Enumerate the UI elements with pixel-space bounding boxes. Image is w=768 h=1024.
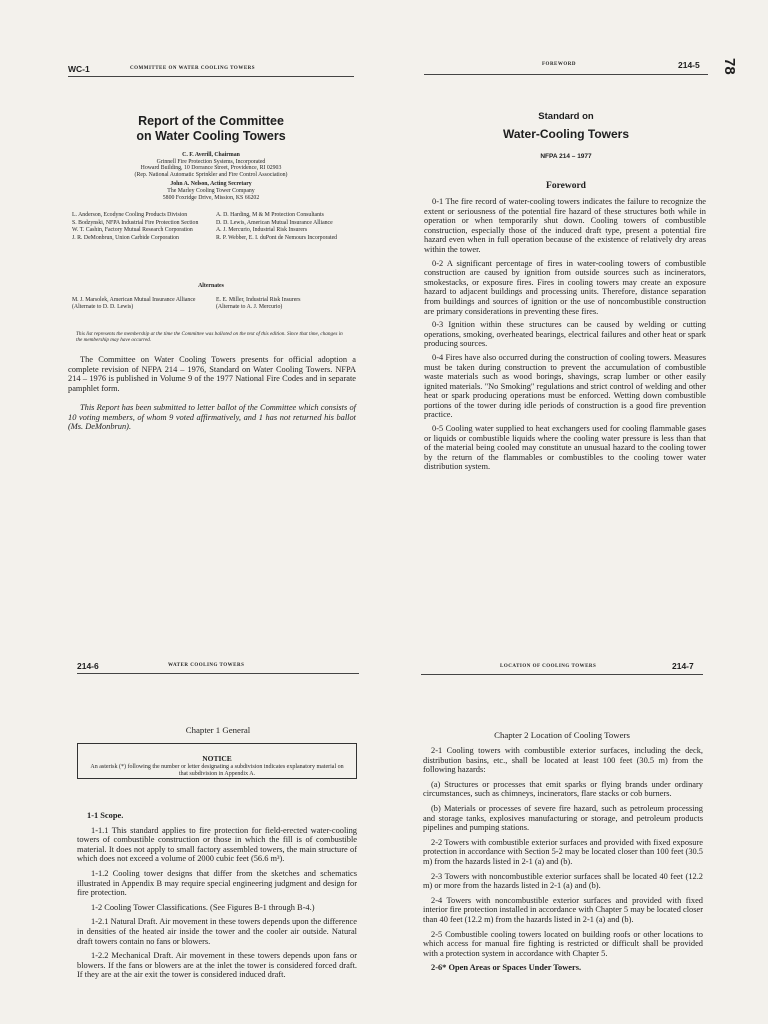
- chapter1-body: [77, 811, 357, 980]
- member-entry: W. T. Cashin, Factory Mutual Research Corporation: [72, 227, 193, 234]
- header-rule: [77, 673, 359, 674]
- member-entry: L. Anderson, Ecodyne Cooling Products Division: [72, 212, 188, 218]
- body-paragraph: 1-2.2 Mechanical Draft. Air movement in these towers depends upon fans or blowers. If the fans or blowers are at the inlet the tower is considered forced draft. If they are at the air exit the tower is considered induced draft.: [77, 951, 357, 980]
- secretary-org1: The Marley Cooling Tower Company: [167, 187, 255, 194]
- running-head: LOCATION OF COOLING TOWERS: [500, 664, 597, 669]
- body-paragraph: 1-2.1 Natural Draft. Air movement in these towers depends upon the difference in densities of the heated air inside the tower and the cooler air outside. Natural draft towers contain no fans or blowers.: [77, 917, 357, 946]
- alternate-left-note: (Alternate to D. D. Lewis): [72, 303, 134, 310]
- chairman-org3: (Rep. National Automatic Sprinkler and Fire Control Association): [134, 171, 288, 178]
- section-heading: 1-2 Cooling Tower Classifications. (See Figures B-1 through B-4.): [91, 902, 315, 912]
- page-number: 214-6: [77, 661, 99, 671]
- alternates-heading: Alternates: [198, 283, 224, 289]
- section-heading: 2-6* Open Areas or Spaces Under Towers.: [431, 963, 582, 973]
- members-right-column: [216, 212, 354, 241]
- section-heading: 1-1 Scope.: [87, 811, 124, 820]
- member-entry: D. D. Lewis, American Mutual Insurance Alliance: [216, 219, 333, 226]
- running-head: WATER COOLING TOWERS: [168, 663, 245, 668]
- foreword-paragraph: 0-3 Ignition within these structures can be caused by welding or cutting operations, smoking, overheated bearings, electrical failures and other heat or spark producing sources.: [424, 320, 706, 349]
- alternate-right: [216, 297, 354, 310]
- report-title-line2: on Water Cooling Towers: [136, 129, 286, 143]
- body-paragraph: 1-1.1 This standard applies to fire protection for field-erected water-cooling towers of combustible construction or those in which the fill is of combustible material. It does not apply to small factory assembled towers, the main structure of which does not exceed a volume of 2000 cubic feet (56.6 m³).: [77, 825, 357, 864]
- member-entry: S. Bodzynski, NFPA Industrial Fire Protection Section: [72, 219, 199, 226]
- member-entry: J. R. DeMonbrun, Union Carbide Corporation: [72, 234, 179, 241]
- page-code: WC-1: [68, 64, 90, 74]
- standard-on: Standard on: [538, 111, 594, 122]
- notice-text: An asterisk (*) following the number or letter designating a subdivision indicates explanatory material on that subdivision in Appendix A.: [90, 764, 344, 777]
- alternate-right-note: (Alternate to A. J. Mercurio): [216, 303, 283, 310]
- body-paragraph: 2-1 Cooling towers with combustible exterior surfaces, including the deck, distribution basins, etc., shall be located at least 100 feet (30.5 m) from the following hazards:: [423, 746, 703, 775]
- intro-paragraph: The Committee on Water Cooling Towers presents for official adoption a complete revision of NFPA 214 – 1976, Standard on Water Cooling Towers. NFPA 214 – 1976 is published in Volume 9 of the 1977 National Fire Codes and in separate pamphlet form.: [68, 355, 356, 393]
- chapter-title: Chapter 1 General: [185, 725, 251, 735]
- alternate-left: [72, 297, 208, 310]
- page-number: 214-7: [672, 661, 694, 671]
- member-entry: A. J. Mercurio, Industrial Risk Insurers: [216, 227, 308, 234]
- alternate-right-name: E. E. Miller, Industrial Risk Insurers: [216, 297, 301, 303]
- membership-note: This list represents the membership at the time the Committee was balloted on the text of this edition. Since that time, changes in the membership may have occurred.: [76, 331, 343, 343]
- report-title-line1: Report of the Committee: [138, 114, 284, 128]
- body-paragraph: 2-5 Combustible cooling towers located on building roofs or other locations to which access for manual fire fighting is restricted or difficult shall be provided with a protection system in accordance with Chapter 5.: [423, 929, 703, 958]
- body-paragraph: 2-2 Towers with combustible exterior surfaces and provided with fixed exposure protection in accordance with Section 5-2 may be located closer than 100 feet (30.5 m) from the hazards listed in 2-1 (a) and (b).: [423, 837, 703, 866]
- standard-title: Water-Cooling Towers: [503, 127, 629, 141]
- chairman-org2: Howard Building, 10 Dorrance Street, Providence, RI 02903: [140, 165, 282, 172]
- notice-box: [77, 743, 357, 779]
- body-paragraph: 2-3 Towers with noncombustible exterior surfaces shall be located 40 feet (12.2 m) or more from the hazards listed in 2-1 (a) and (b).: [423, 871, 703, 891]
- secretary-org2: 5800 Foxridge Drive, Mission, KS 66202: [162, 194, 260, 201]
- committee-officers: [80, 152, 342, 201]
- foreword-paragraph: 0-2 A significant percentage of fires in water-cooling towers of combustible construction are caused by ignition from outside sources such as incinerators, smokestacks, or exposure fires. Fires in cooling towers may create an exposure hazard to adjacent buildings and processing units. Therefore, distance separation from buildings and sources of ignition or the use of noncombustible construction are primary considerations in preventing these fires.: [424, 258, 706, 316]
- ballot-paragraph: This Report has been submitted to letter ballot of the Committee which consists of 10 voting members, of whom 9 voted affirmatively, and 1 has not returned his ballot (Ms. DeMonbrun).: [68, 403, 356, 432]
- header-rule: [68, 76, 354, 77]
- foreword-paragraph: 0-4 Fires have also occurred during the construction of cooling towers. Measures must be taken during construction to prevent the accumulation of combustible waste materials such as wood borings, shavings, scrap lumber or other easily ignited materials. "No Smoking" regulations and strict control of welding and other heat or spark producing operations must be enforced. Wetting down combustible portions of the tower during idle periods of construction is a good fire prevention practice.: [424, 352, 706, 420]
- running-head: FOREWORD: [542, 62, 576, 67]
- page-number: 214-5: [678, 60, 700, 70]
- member-entry: A. D. Harding, M & M Protection Consultants: [216, 212, 324, 218]
- notice-title: NOTICE: [202, 754, 232, 763]
- chairman-name: C. F. Averill, Chairman: [182, 152, 240, 158]
- report-title: [68, 114, 354, 144]
- running-head: COMMITTEE ON WATER COOLING TOWERS: [130, 66, 256, 71]
- corner-number: 78: [721, 58, 738, 75]
- member-entry: R. P. Webber, E. I. duPont de Nemours Incorporated: [216, 234, 338, 241]
- chapter2-body: [423, 746, 703, 973]
- foreword-paragraph: 0-5 Cooling water supplied to heat exchangers used for cooling flammable gases or liquids or combustible liquids where the cooling water pressure is less than that of the material being cooled may constitute an unusual hazard to the cooling tower by the return of the flammables or combustibles to the cooling tower water distribution system.: [424, 424, 706, 472]
- chapter-title: Chapter 2 Location of Cooling Towers: [494, 730, 630, 740]
- header-rule: [421, 674, 703, 675]
- secretary-name: John A. Nelson, Acting Secretary: [170, 181, 252, 188]
- alternate-left-name: M. J. Marsolek, American Mutual Insurance Alliance: [72, 297, 196, 303]
- foreword-body: [424, 197, 706, 472]
- members-left-column: [72, 212, 208, 241]
- foreword-heading: Foreword: [546, 181, 586, 191]
- body-paragraph: 1-1.2 Cooling tower designs that differ from the sketches and schematics illustrated in Appendix B may require special engineering judgment and design for fire protection.: [77, 868, 357, 898]
- list-item: (a) Structures or processes that emit sparks or flying brands under ordinary circumstances, such as chimneys, incinerators, flare stacks or cob burners.: [423, 779, 703, 799]
- chairman-org1: Grinnell Fire Protection Systems, Incorporated: [156, 158, 266, 165]
- body-paragraph: 2-4 Towers with noncombustible exterior surfaces and provided with fixed interior fire protection installed in accordance with Chapter 5 may be located closer than 40 feet (12.2 m) from the hazards listed in 2-1 (a) and (b).: [423, 895, 703, 924]
- standard-designation: NFPA 214 – 1977: [540, 153, 592, 160]
- header-rule: [424, 74, 708, 75]
- list-item: (b) Materials or processes of severe fire hazard, such as petroleum processing and storage tanks, explosives manufacturing or storage, and petroleum products pipelines and pumping stations.: [423, 803, 703, 833]
- foreword-paragraph: 0-1 The fire record of water-cooling towers indicates the failure to recognize the extent or seriousness of the potential fire hazard of these structures both while in operation or when temporarily shut down. Cooling towers of combustible construction, especially those of the induced draft type, present a potential fire hazard even when in full operation because of the existence of relatively dry areas within the tower.: [424, 197, 706, 254]
